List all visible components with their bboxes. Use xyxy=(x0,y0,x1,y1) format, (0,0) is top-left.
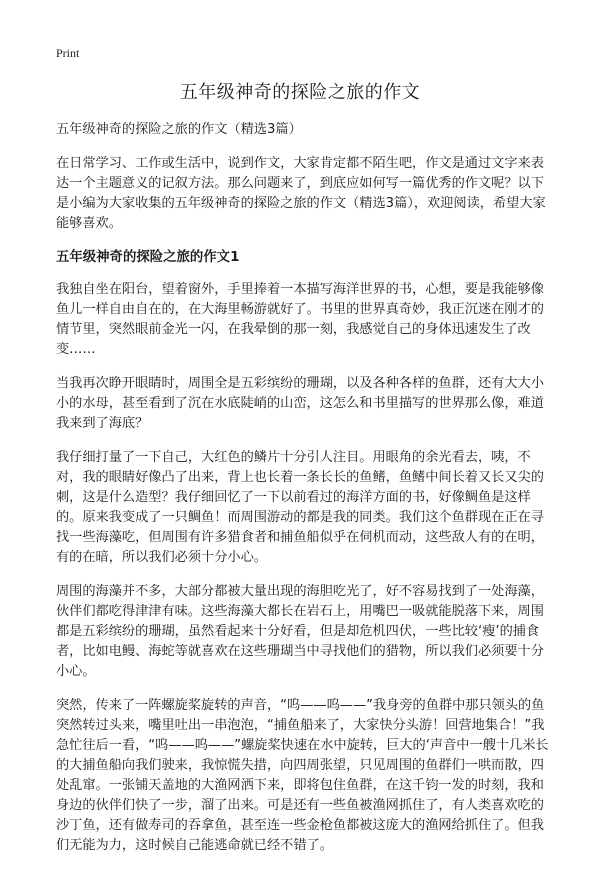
article-subtitle: 五年级神奇的探险之旅的作文（精选3篇） xyxy=(56,122,302,137)
body-paragraph-2: 当我再次睁开眼睛时，周围全是五彩缤纷的珊瑚，以及各种各样的鱼群，还有大大小小的水母，甚至看到了沉在水底陡峭的山峦，这怎么和书里描写的世界那么像，难道我来到了海底？ xyxy=(56,376,544,431)
body-paragraph-5: 突然，传来了一阵螺旋桨旋转的声音，“呜——呜——”我身旁的鱼群中那只领头的鱼突然转过头来，嘴里吐出一串泡泡，“捕鱼船来了，大家快分头游！回营地集合！”我急忙往后一看，“呜——呜——”螺旋桨快速在水中旋转，巨大的‘声音中一艘十几米长的大捕鱼船向我们驶来，我惊慌失措，向四周张望，只见周围的鱼群们一哄而散，四处乱窜。一张铺天盖地的大渔网洒下来，即将包住鱼群，在这千钧一发的时刻，我和身边的伙伴们快了一步，溜了出来。可是还有一些鱼被渔网抓住了，有人类喜欢吃的沙丁鱼，还有做寿司的吞拿鱼，甚至连一些金枪鱼都被这庞大的渔网给抓住了。但我们无能为力，这时候自己能逃命就已经不错了。 xyxy=(56,698,549,853)
section-heading: 五年级神奇的探险之旅的作文1 xyxy=(56,250,240,265)
print-link[interactable]: Print xyxy=(56,46,80,60)
body-paragraph-4: 周围的海藻并不多，大部分都被大量出现的海胆吃光了，好不容易找到了一处海藻，伙伴们都吃得津津有味。这些海藻大都长在岩石上，用嘴巴一吸就能脱落下来，周围都是五彩缤纷的珊瑚，虽然看起来十分好看，但是却危机四伏，一些比较‘瘦’的捕食者，比如电鳗、海蛇等就喜欢在这些珊瑚当中寻找他们的猎物，所以我们必须要十分小心。 xyxy=(56,584,544,679)
body-paragraph-3: 我仔细打量了一下自己，大红色的鳞片十分引人注目。用眼角的余光看去，咦，不对，我的眼睛好像凸了出来，背上也长着一条长长的鱼鳍，鱼鳍中间长着又长又尖的刺，这是什么造型？我仔细回忆了一下以前看过的海洋方面的书，好像鲷鱼是这样的。原来我变成了一只鲷鱼！而周围游动的都是我的同类。我们这个鱼群现在正在寻找一些海藻吃，但周围有许多猎食者和捕鱼船似乎在伺机而动，这些敌人有的在明，有的在暗，所以我们必须十分小心。 xyxy=(56,450,544,565)
page-title: 五年级神奇的探险之旅的作文 xyxy=(179,82,421,103)
body-paragraph-1: 我独自坐在阳台，望着窗外，手里捧着一本描写海洋世界的书，心想，要是我能够像鱼儿一样自由自在的，在大海里畅游就好了。书里的世界真奇妙，我正沉迷在刚才的情节里，突然眼前金光一闪，在我晕倒的那一刻，我感觉自己的身体迅速发生了改变…… xyxy=(56,282,544,357)
intro-paragraph: 在日常学习、工作或生活中，说到作文，大家肯定都不陌生吧，作文是通过文字来表达一个主题意义的记叙方法。那么问题来了，到底应如何写一篇优秀的作文呢？以下是小编为大家收集的五年级神奇的探险之旅的作文（精选3篇），欢迎阅读，希望大家能够喜欢。 xyxy=(56,156,546,231)
article-body xyxy=(56,120,552,870)
